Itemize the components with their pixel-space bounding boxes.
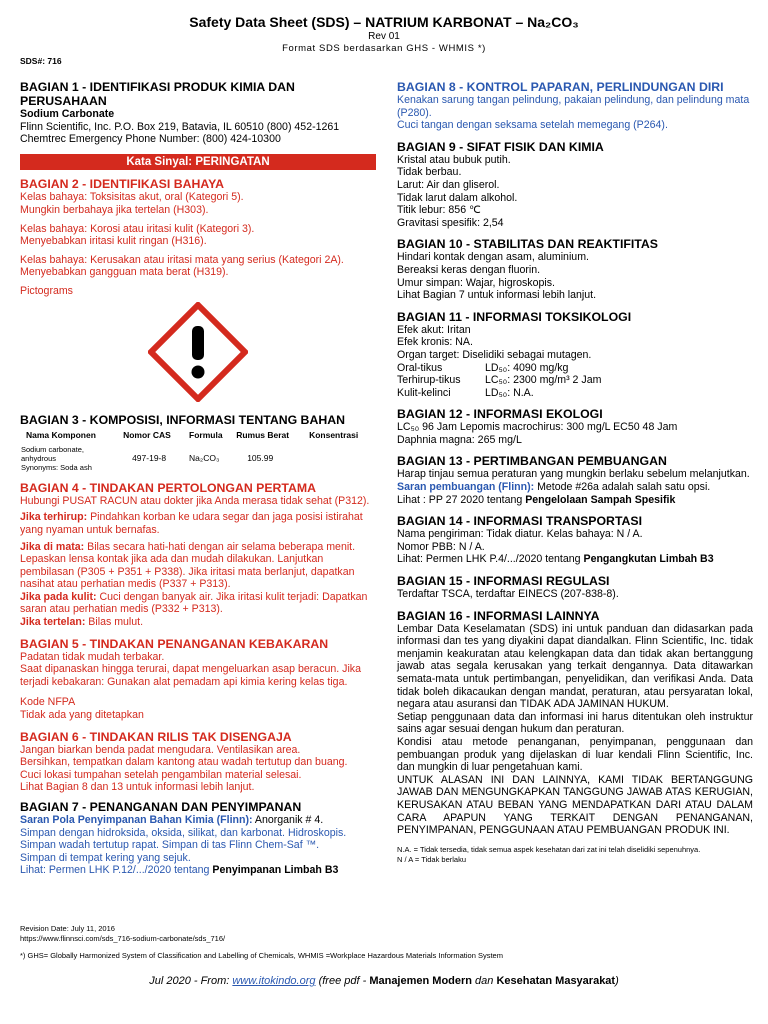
section-14-heading: BAGIAN 14 - INFORMASI TRANSPORTASI — [397, 514, 643, 529]
ingested-text: Bilas mulut. — [85, 616, 144, 629]
stability-line-4: Lihat Bagian 7 untuk informasi lebih lanjut. — [397, 289, 597, 302]
section-5-heading: BAGIAN 5 - TINDAKAN PENANGANAN KEBAKARAN — [20, 636, 329, 651]
transport-ref-bold: Pengangkutan Limbah B3 — [583, 553, 714, 566]
inhaled-label: Jika terhirup: — [20, 511, 88, 524]
disposal-line-1: Harap tinjau semua peraturan yang mungkin berlaku sebelum melanjutkan. — [397, 468, 750, 481]
footer-bold-2: Kesehatan Masyarakat — [496, 975, 616, 987]
page-footer — [0, 975, 768, 987]
eyes-label: Jika di mata: — [20, 540, 85, 553]
component-weight: 105.99 — [247, 452, 274, 463]
tox-row-skin — [397, 387, 753, 400]
component-name-line2: anhydrous — [21, 453, 57, 463]
table-row — [20, 444, 376, 473]
ghs-footnote: *) GHS= Globally Harmonized System of Classification and Labelling of Chemicals, WHMIS =Workplace Hazardous Materials Information System — [20, 951, 503, 960]
disposal-ref-bold: Pengelolaan Sampah Spesifik — [525, 493, 676, 506]
inhaled-text: Pindahkan korban ke udara segar dan jaga posisi istirahat yang nyaman untuk bernafas. — [20, 511, 363, 536]
hazard-2 — [20, 223, 376, 248]
exposure-line-1: Kenakan sarung tangan pelindung, pakaian pelindung, dan pelindung mata (P280). — [397, 94, 750, 119]
composition-table — [20, 427, 376, 473]
hazard-3 — [20, 254, 376, 279]
format-label: Format SDS berdasarkan GHS - WHMIS *) — [282, 43, 486, 54]
col-weight: Rumus Berat — [236, 430, 290, 441]
hazard-2-statement: Menyebabkan iritasi kulit ringan (H316). — [20, 235, 207, 248]
product-name: Sodium Carbonate — [20, 108, 115, 120]
footer-text-3: ) — [615, 975, 619, 987]
transport-line-2: Nomor PBB: N / A. — [397, 540, 485, 553]
tox-oral-value: LD₅₀: 4090 mg/kg — [485, 361, 569, 374]
section-10-heading: BAGIAN 10 - STABILITAS DAN REAKTIFITAS — [397, 237, 658, 252]
storage-line-2: Simpan wadah tertutup rapat. Simpan di tas Flinn Chem-Saf ™. — [20, 839, 320, 852]
composition-header-row — [20, 427, 376, 444]
first-aid-skin — [20, 591, 376, 616]
other-info-p1: Lembar Data Keselamatan (SDS) ini untuk panduan dan didasarkan pada informasi dan tes yang diyakini dapat diandalkan. Flinn Scientific, Inc. tidak menjamin keakuratan atau kelengkapan data dan tidak akan bertanggung jawab atas segala kerusakan yang terkait dengannya. Data ditawarkan semata-mata untuk pertimbangan, penyelidikan, dan verifikasi Anda. Data tidak boleh dikacaukan dengan mandat, peraturan, atau persyaratan lokal, negara atau asuransi dan TIDAK ADA JAMINAN HUKUM. — [397, 622, 753, 711]
footer-date: Jul 2020 - From: — [149, 975, 233, 987]
col-formula: Formula — [189, 430, 223, 441]
hazard-1-statement: Mungkin berbahaya jika tertelan (H303). — [20, 203, 209, 216]
section-12-heading: BAGIAN 12 - INFORMASI EKOLOGI — [397, 407, 603, 422]
tox-row-inhaled — [397, 374, 753, 387]
revision-info — [20, 924, 380, 943]
signal-word-banner: Kata Sinyal: PERINGATAN — [20, 154, 376, 171]
hazard-3-statement: Menyebabkan gangguan mata berat (H319). — [20, 266, 229, 279]
component-name — [20, 444, 122, 473]
eyes-text: Bilas secara hati-hati dengan air selama beberapa menit. Lepaskan lensa kontak jika ada dan mudah dilakukan. Lanjutkan pembilasan (P305 + P351 + P338). Jika iritasi mata berlanjut, dapatkan nasihat atau perhatian medis (P337 + P313). — [20, 540, 356, 591]
physical-line-5: Titik lebur: 856 ℃ — [397, 204, 481, 217]
source-url[interactable]: https://www.flinnsci.com/sds_716-sodium-carbonate/sds_716/ — [20, 933, 226, 943]
section-9-heading: BAGIAN 9 - SIFAT FISIK DAN KIMIA — [397, 139, 604, 154]
document-header — [0, 14, 768, 54]
hazard-3-class: Kelas bahaya: Kerusakan atau iritasi mata yang serius (Kategori 2A). — [20, 253, 344, 266]
col-concentration: Konsentrasi — [309, 430, 359, 441]
release-line-3: Cuci lokasi tumpahan setelah pengambilan material selesai. — [20, 768, 302, 781]
footer-bold-1: Manajemen Modern — [369, 975, 472, 987]
disposal-advice — [397, 481, 753, 494]
skin-label: Jika pada kulit: — [20, 590, 97, 603]
disposal-advice-text: Metode #26a adalah salah satu opsi. — [534, 481, 711, 494]
exposure-line-2: Cuci tangan dengan seksama setelah memegang (P264). — [397, 119, 668, 132]
col-component-name: Nama Komponen — [26, 430, 96, 441]
stability-line-2: Bereaksi keras dengan fluorin. — [397, 263, 541, 276]
tox-skin-name: Kulit-kelinci — [397, 386, 451, 399]
stability-line-1: Hindari kontak dengan asam, aluminium. — [397, 251, 589, 264]
fire-line-2: Saat dipanaskan hingga terurai, dapat mengeluarkan asap beracun. Jika terjadi kebakaran: Gunakan alat pemadam api kimia kering kelas tiga. — [20, 663, 361, 688]
release-line-1: Jangan biarkan benda padat mengudara. Ventilasikan area. — [20, 743, 301, 756]
physical-line-6: Gravitasi spesifik: 2,54 — [397, 216, 504, 229]
disposal-ref — [397, 494, 753, 507]
physical-line-3: Larut: Air dan gliserol. — [397, 178, 500, 191]
section-13-heading: BAGIAN 13 - PERTIMBANGAN PEMBUANGAN — [397, 454, 667, 469]
tox-oral-name: Oral-tikus — [397, 361, 443, 374]
company-address: Flinn Scientific, Inc. P.O. Box 219, Batavia, IL 60510 (800) 452-1261 — [20, 120, 340, 133]
other-info-p2: Setiap penggunaan data dan informasi ini harus ditentukan oleh instruktur sains agar sesuai dengan hukum dan peraturan. — [397, 710, 753, 736]
first-aid-inhaled — [20, 511, 376, 536]
transport-line-1: Nama pengiriman: Tidak diatur. Kelas bahaya: N / A. — [397, 528, 643, 541]
right-column — [397, 80, 753, 865]
pictograms-label: Pictograms — [20, 284, 73, 297]
storage-ref-text: Lihat: Permen LHK P.12/.../2020 tentang — [20, 864, 213, 877]
ingested-label: Jika tertelan: — [20, 616, 86, 629]
component-formula: Na₂CO₃ — [189, 452, 220, 463]
physical-line-4: Tidak larut dalam alkohol. — [397, 191, 518, 204]
fire-line-1: Padatan tidak mudah terbakar. — [20, 650, 165, 663]
section-16-heading: BAGIAN 16 - INFORMASI LAINNYA — [397, 608, 600, 623]
left-column — [20, 80, 376, 877]
first-aid-eyes — [20, 541, 376, 591]
na-note-1: N.A. = Tidak tersedia, tidak semua aspek kesehatan dari zat ini telah diselidiki sepenuhnya. — [397, 844, 701, 854]
tox-inhaled-name: Terhirup-tikus — [397, 374, 461, 387]
section-3-heading: BAGIAN 3 - KOMPOSISI, INFORMASI TENTANG BAHAN — [20, 413, 345, 428]
footer-text-1: (free pdf - — [315, 975, 370, 987]
section-4-heading: BAGIAN 4 - TINDAKAN PERTOLONGAN PERTAMA — [20, 480, 317, 495]
storage-line-4 — [20, 864, 376, 877]
nfpa-label: Kode NFPA — [20, 696, 76, 709]
other-info-p3: Kondisi atau metode penanganan, penyimpanan, penggunaan dan pembuangan produk yang dijelaskan di luar kendali Flinn Scientific, Inc. dan mungkin di luar pengetahuan kami. — [397, 735, 753, 774]
col-cas: Nomor CAS — [123, 430, 171, 441]
eco-line-2: Daphnia magna: 265 mg/L — [397, 433, 522, 446]
component-concentration — [308, 444, 376, 473]
skin-text: Cuci dengan banyak air. Jika iritasi kulit terjadi: Dapatkan saran atau perhatian medis (P332 + P313). — [20, 590, 368, 616]
revision-date: Revision Date: July 11, 2016 — [20, 924, 115, 933]
physical-line-1: Kristal atau bubuk putih. — [397, 153, 511, 166]
disposal-advice-label: Saran pembuangan (Flinn): — [397, 481, 535, 494]
tox-line-2: Efek kronis: NA. — [397, 336, 473, 349]
storage-pattern-text: Anorganik # 4. — [252, 814, 324, 826]
section-6-heading: BAGIAN 6 - TINDAKAN RILIS TAK DISENGAJA — [20, 729, 292, 744]
component-name-line1: Sodium carbonate, — [21, 444, 84, 454]
storage-ref-bold: Penyimpanan Limbah B3 — [212, 864, 339, 877]
storage-line-3: Simpan di tempat kering yang sejuk. — [20, 851, 191, 864]
release-line-2: Bersihkan, tempatkan dalam kantong atau wadah tertutup dan buang. — [20, 756, 348, 769]
disposal-ref-text: Lihat : PP 27 2020 tentang — [397, 493, 526, 506]
storage-pattern — [20, 814, 376, 827]
footer-text-2: dan — [472, 975, 497, 987]
regulation-line-1: Terdaftar TSCA, terdaftar EINECS (207-838-8). — [397, 588, 619, 601]
tox-line-1: Efek akut: Iritan — [397, 323, 471, 336]
section-1-heading: BAGIAN 1 - IDENTIFIKASI PRODUK KIMIA DAN PERUSAHAAN — [20, 80, 295, 108]
emergency-phone: Chemtrec Emergency Phone Number: (800) 424-10300 — [20, 133, 281, 146]
physical-line-2: Tidak berbau. — [397, 166, 462, 179]
transport-ref — [397, 553, 753, 566]
first-aid-intro: Hubungi PUSAT RACUN atau dokter jika Anda merasa tidak sehat (P312). — [20, 494, 370, 507]
stability-line-3: Umur simpan: Wajar, higroskopis. — [397, 276, 555, 289]
hazard-2-class: Kelas bahaya: Korosi atau iritasi kulit (Kategori 3). — [20, 222, 255, 235]
footer-link[interactable]: www.itokindo.org — [232, 975, 316, 987]
hazard-1 — [20, 191, 376, 216]
transport-ref-text: Lihat: Permen LHK P.4/.../2020 tentang — [397, 553, 584, 566]
storage-pattern-label: Saran Pola Penyimpanan Bahan Kimia (Flinn): — [20, 814, 253, 826]
na-note-2: N / A = Tidak berlaku — [397, 854, 466, 864]
hazard-1-class: Kelas bahaya: Toksisitas akut, oral (Kategori 5). — [20, 191, 244, 204]
section-11-heading: BAGIAN 11 - INFORMASI TOKSIKOLOGI — [397, 309, 632, 324]
storage-line-1: Simpan dengan hidroksida, oksida, silikat, dan karbonat. Hidroskopis. — [20, 826, 347, 839]
other-info-p4: UNTUK ALASAN INI DAN LAINNYA, KAMI TIDAK BERTANGGUNG JAWAB DAN MENGUNGKAPKAN TANGGUNG JAWAB ATAS KERUGIAN, KERUSAKAN ATAU BEBAN YANG MENDAPATKAN DARI ATAU DALAM CARA APAPUN YANG TERKAIT DENGAN PENANGANAN, PENYIMPANAN, PENGGUNAAN ATAU PEMBUANGAN PRODUK INI. — [397, 773, 753, 837]
eco-line-1: LC₅₀ 96 Jam Lepomis macrochirus: 300 mg/L EC50 48 Jam — [397, 421, 678, 434]
tox-skin-value: LD₅₀: N.A. — [485, 386, 534, 399]
section-2-heading: BAGIAN 2 - IDENTIFIKASI BAHAYA — [20, 177, 225, 192]
revision-label: Rev 01 — [368, 31, 400, 42]
release-line-4: Lihat Bagian 8 dan 13 untuk informasi lebih lanjut. — [20, 781, 255, 794]
first-aid-ingested — [20, 616, 376, 629]
tox-line-3: Organ target: Diselidiki sebagai mutagen. — [397, 348, 592, 361]
section-7-heading: BAGIAN 7 - PENANGANAN DAN PENYIMPANAN — [20, 800, 302, 814]
section-8-heading: BAGIAN 8 - KONTROL PAPARAN, PERLINDUNGAN DIRI — [397, 80, 724, 94]
component-cas: 497-19-8 — [132, 452, 167, 463]
exclamation-pictogram-icon — [148, 302, 248, 402]
tox-inhaled-value: LC₅₀: 2300 mg/m³ 2 Jam — [485, 374, 602, 387]
section-15-heading: BAGIAN 15 - INFORMASI REGULASI — [397, 574, 610, 589]
sds-number: SDS#: 716 — [20, 56, 62, 66]
document-title: Safety Data Sheet (SDS) – NATRIUM KARBONAT – Na₂CO₃ — [189, 14, 579, 30]
nfpa-value: Tidak ada yang ditetapkan — [20, 709, 144, 722]
tox-row-oral — [397, 362, 753, 375]
component-synonyms: Synonyms: Soda ash — [21, 462, 92, 472]
